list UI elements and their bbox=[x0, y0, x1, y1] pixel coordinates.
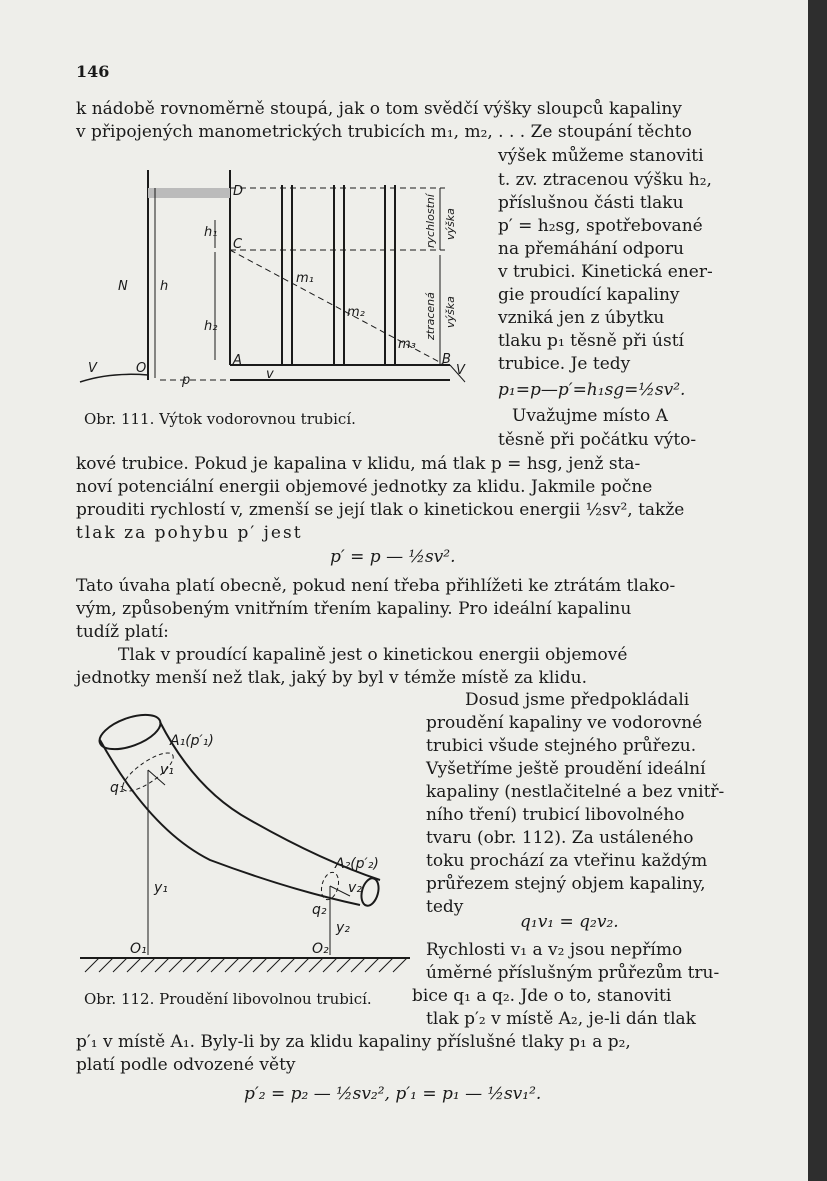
vector-v2 bbox=[330, 886, 350, 896]
text-line: toku prochází za vteřinu každým bbox=[426, 851, 708, 871]
page-number: 146 bbox=[76, 62, 110, 81]
label-B: B bbox=[442, 352, 451, 367]
label-A: A bbox=[233, 353, 242, 368]
label-A2: A₂(p′₂) bbox=[335, 856, 379, 872]
text-line: příslušnou části tlaku bbox=[498, 193, 684, 213]
text-line: tlak p′₂ v místě A₂, je-li dán tlak bbox=[426, 1009, 696, 1029]
label-O1: O₁ bbox=[130, 941, 147, 957]
text-line: kové trubice. Pokud je kapalina v klidu, má tlak p = hsg, jenž sta- bbox=[76, 454, 641, 474]
text-line: gie proudící kapaliny bbox=[498, 285, 680, 305]
equation: p′ = p — ½sv². bbox=[330, 547, 456, 567]
text-line: tlak za pohybu p′ jest bbox=[76, 523, 303, 543]
label-O: O bbox=[136, 361, 147, 376]
text-line: prouditi rychlostí v, zmenší se její tlak o kinetickou energii ½sv², takže bbox=[76, 500, 685, 520]
text-line: vzniká jen z úbytku bbox=[498, 308, 665, 328]
label-v1: v₁ bbox=[160, 762, 174, 778]
label-lost-bot: ztracená bbox=[424, 292, 437, 340]
text-line: v připojených manometrických trubicích m₁, m₂, . . . Ze stoupání těchto bbox=[76, 122, 692, 142]
text-line: platí podle odvozené věty bbox=[76, 1055, 296, 1075]
label-h2: h₂ bbox=[204, 319, 218, 334]
tube-end bbox=[359, 876, 382, 907]
text-line: jednotky menší než tlak, jaký by byl v témže místě za klidu. bbox=[76, 668, 587, 688]
label-v2: v₂ bbox=[348, 880, 362, 896]
manometer-m1 bbox=[282, 185, 292, 365]
label-v: v bbox=[266, 367, 274, 382]
label-C: C bbox=[233, 237, 243, 252]
figure-111-caption: Obr. 111. Výtok vodorovnou trubicí. bbox=[84, 410, 356, 428]
equation: q₁v₁ = q₂v₂. bbox=[520, 912, 619, 932]
text-line: tudíž platí: bbox=[76, 622, 169, 642]
label-y2: y₂ bbox=[336, 920, 350, 936]
ground-hatch bbox=[85, 958, 407, 972]
label-N: N bbox=[118, 279, 128, 294]
label-y1: y₁ bbox=[154, 880, 168, 896]
label-q2: q₂ bbox=[312, 902, 327, 918]
text-line: trubice. Je tedy bbox=[498, 354, 631, 374]
label-m2: m₂ bbox=[347, 305, 365, 320]
label-h: h bbox=[160, 279, 169, 294]
text-line: tedy bbox=[426, 897, 464, 917]
outflow-tube bbox=[230, 365, 450, 380]
text-line: p′ = h₂sg, spotřebované bbox=[498, 216, 703, 236]
text-line: průřezem stejný objem kapaliny, bbox=[426, 874, 706, 894]
figure-111 bbox=[70, 160, 485, 400]
text-line: Tlak v proudící kapalině jest o kinetickou energii objemové bbox=[118, 645, 628, 665]
text-line: Rychlosti v₁ a v₂ jsou nepřímo bbox=[426, 940, 683, 960]
label-D: D bbox=[233, 184, 244, 199]
label-V-left: V bbox=[88, 361, 97, 376]
label-A1: A₁(p′₁) bbox=[170, 733, 214, 749]
equation: p′₂ = p₂ — ½sv₂², p′₁ = p₁ — ½sv₁². bbox=[244, 1084, 542, 1104]
text-line: k nádobě rovnoměrně stoupá, jak o tom svědčí výšky sloupců kapaliny bbox=[76, 99, 682, 119]
figure-112-caption: Obr. 112. Proudění libovolnou trubicí. bbox=[84, 990, 372, 1008]
text-line: na přemáhání odporu bbox=[498, 239, 684, 259]
text-line: Vyšetříme ještě proudění ideální bbox=[426, 759, 706, 779]
label-m1: m₁ bbox=[296, 271, 314, 286]
text-line: bice q₁ a q₂. Jde o to, stanoviti bbox=[412, 986, 672, 1006]
label-V-right: V bbox=[456, 363, 465, 378]
text-line: ního tření) trubicí libovolného bbox=[426, 805, 685, 825]
manometer-m2 bbox=[334, 185, 344, 365]
text-line: v trubici. Kinetická ener- bbox=[498, 262, 713, 282]
text-line: noví potenciální energii objemové jednotky za klidu. Jakmile počne bbox=[76, 477, 653, 497]
label-lost-top: rychlostní bbox=[424, 194, 437, 248]
text-line: výšek můžeme stanoviti bbox=[498, 146, 704, 166]
text-line: p′₁ v místě A₁. Byly-li by za klidu kapaliny příslušné tlaky p₁ a p₂, bbox=[76, 1032, 631, 1052]
label-O2: O₂ bbox=[312, 941, 329, 957]
label-h1: h₁ bbox=[204, 225, 218, 240]
text-line: trubici všude stejného průřezu. bbox=[426, 736, 697, 756]
equation: p₁=p—p′=h₁sg=½sv². bbox=[498, 380, 686, 400]
figure-112 bbox=[80, 700, 410, 985]
label-lost-bot2: výška bbox=[444, 296, 457, 328]
water-surface bbox=[148, 188, 230, 198]
text-line: kapaliny (nestlačitelné a bez vnitř- bbox=[426, 782, 725, 802]
text-line: Tato úvaha platí obecně, pokud není třeba přihlížeti ke ztrátám tlako- bbox=[76, 576, 676, 596]
tube-lower-wall bbox=[100, 740, 360, 905]
label-lost-top2: výška bbox=[444, 208, 457, 240]
text-line: tvaru (obr. 112). Za ustáleného bbox=[426, 828, 694, 848]
text-line: proudění kapaliny ve vodorovné bbox=[426, 713, 703, 733]
text-line: úměrné příslušným průřezům tru- bbox=[426, 963, 720, 983]
text-line: vým, způsobeným vnitřním třením kapaliny. Pro ideální kapalinu bbox=[76, 599, 632, 619]
label-p: p bbox=[182, 373, 191, 388]
text-line: Uvažujme místo A bbox=[512, 406, 668, 426]
text-line: t. zv. ztracenou výšku h₂, bbox=[498, 170, 712, 190]
text-line: tlaku p₁ těsně při ústí bbox=[498, 331, 684, 351]
label-q1: q₁ bbox=[110, 780, 125, 796]
text-line: těsně při počátku výto- bbox=[498, 430, 697, 450]
book-spine-edge bbox=[808, 0, 827, 1181]
vessel-walls bbox=[148, 170, 230, 380]
text-line: Dosud jsme předpokládali bbox=[465, 690, 690, 710]
label-m3: m₃ bbox=[398, 337, 416, 352]
